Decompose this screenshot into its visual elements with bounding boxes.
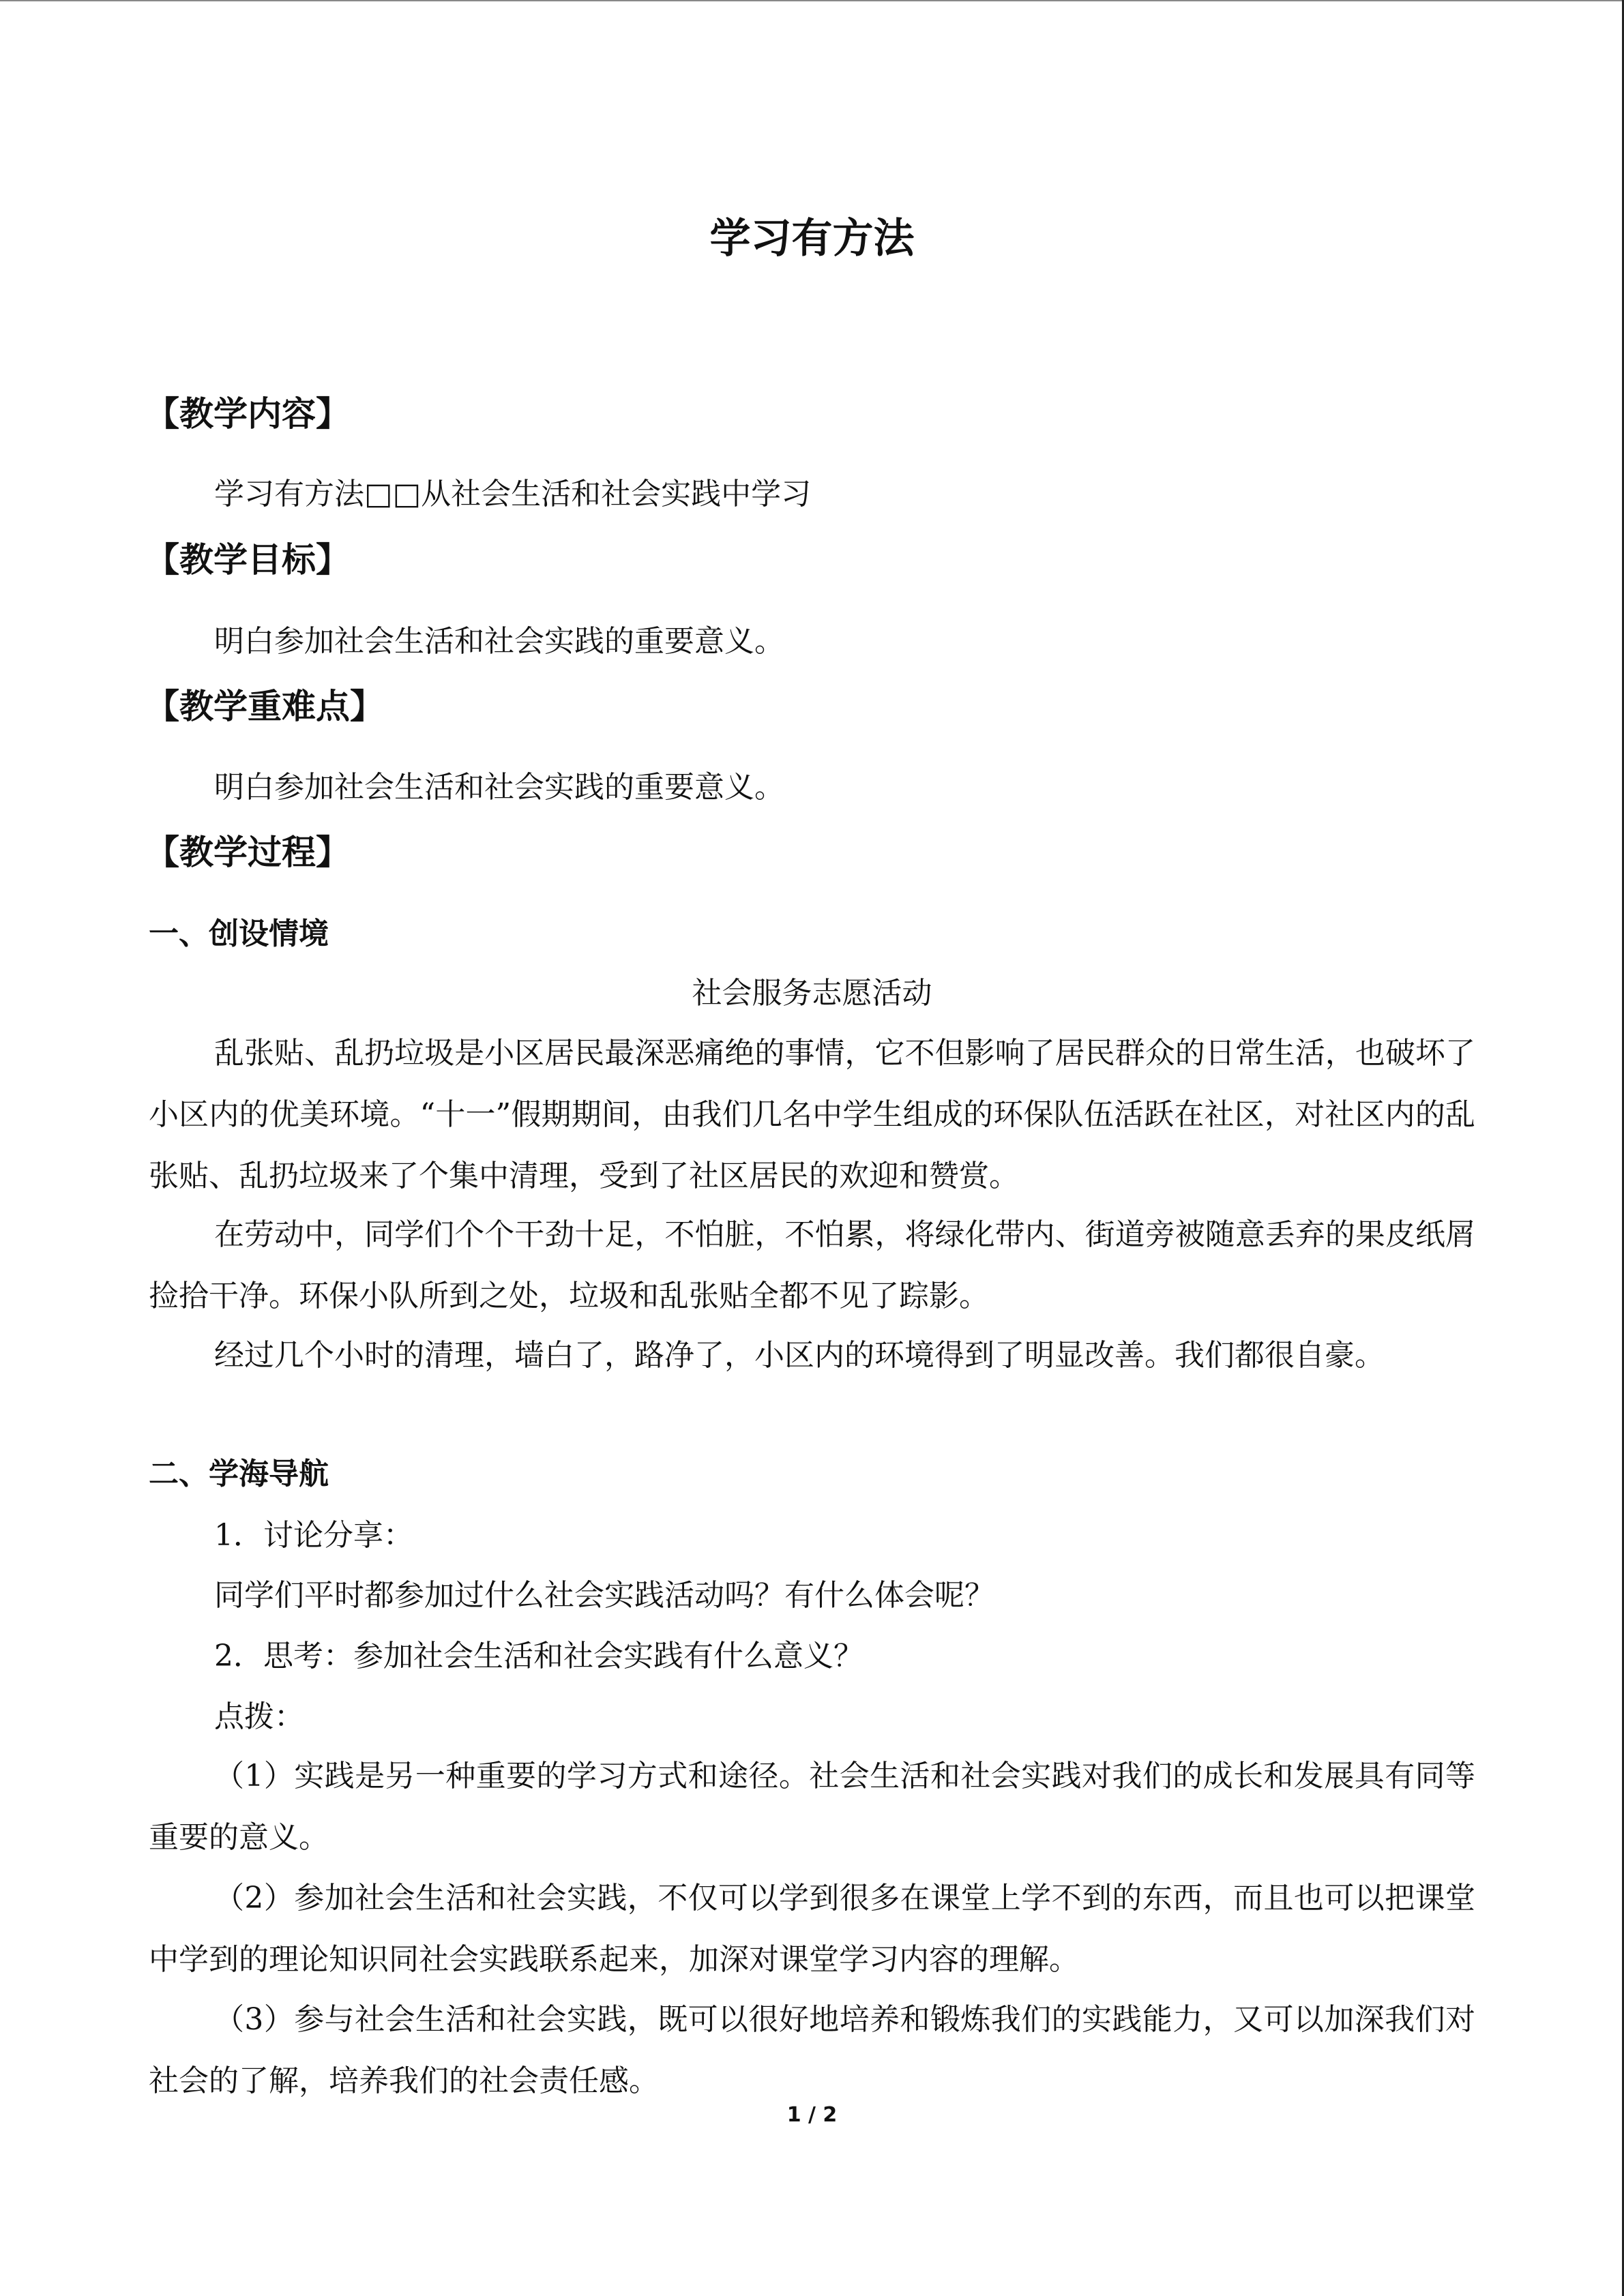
heading-key-points: 【教学重难点】 — [145, 687, 384, 726]
page-number: 1 / 2 — [786, 2103, 838, 2127]
key-points-text: 明白参加社会生活和社会实践的重要意义。 — [214, 770, 784, 805]
story-paragraph-2: 在劳动中，同学们个个干劲十足，不怕脏，不怕累，将绿化带内、街道旁被随意丢弃的果皮纸屑捡拾干净。环保小队所到之处，垃圾和乱张贴全都不见了踪影。 — [149, 1217, 1475, 1313]
story-paragraph-3: 经过几个小时的清理，墙白了，路净了，小区内的环境得到了明显改善。我们都很自豪。 — [214, 1338, 1385, 1373]
teaching-content-text: 学习有方法□□从社会生活和社会实践中学习 — [214, 477, 812, 511]
heading-teaching-goal: 【教学目标】 — [145, 540, 350, 580]
discussion-question: 同学们平时都参加过什么社会实践活动吗？有什么体会呢？ — [214, 1578, 994, 1613]
document-title: 学习有方法 — [709, 215, 915, 263]
part2-heading: 二、学海导航 — [149, 1457, 329, 1491]
teaching-goal-text: 明白参加社会生活和社会实践的重要意义。 — [214, 624, 784, 659]
discussion-label: 1．讨论分享： — [214, 1518, 413, 1553]
thinking-question: 2．思考：参加社会生活和社会实践有什么意义？ — [214, 1639, 863, 1673]
story-paragraph-1: 乱张贴、乱扔垃圾是小区居民最深恶痛绝的事情，它不但影响了居民群众的日常生活，也破坏了小区内的优美环境。“十一”假期期间，由我们几名中学生组成的环保队伍活跃在社区，对社区内的乱张贴、乱扔垃圾来了个集中清理，受到了社区居民的欢迎和赞赏。 — [149, 1036, 1475, 1193]
hint-point-3: （3）参与社会生活和社会实践，既可以很好地培养和锻炼我们的实践能力，又可以加深我们对社会的了解，培养我们的社会责任感。 — [149, 2002, 1475, 2098]
heading-teaching-process: 【教学过程】 — [145, 833, 350, 872]
page-top-border — [0, 0, 1624, 1]
part1-heading: 一、创设情境 — [149, 916, 329, 951]
hint-point-1: （1）实践是另一种重要的学习方式和途径。社会生活和社会实践对我们的成长和发展具有同等重要的意义。 — [149, 1759, 1475, 1855]
story-title: 社会服务志愿活动 — [692, 976, 932, 1011]
hint-label: 点拨： — [214, 1699, 304, 1734]
heading-teaching-content: 【教学内容】 — [145, 394, 350, 434]
hint-point-2: （2）参加社会生活和社会实践，不仅可以学到很多在课堂上学不到的东西，而且也可以把课堂中学到的理论知识同社会实践联系起来，加深对课堂学习内容的理解。 — [149, 1881, 1475, 1977]
